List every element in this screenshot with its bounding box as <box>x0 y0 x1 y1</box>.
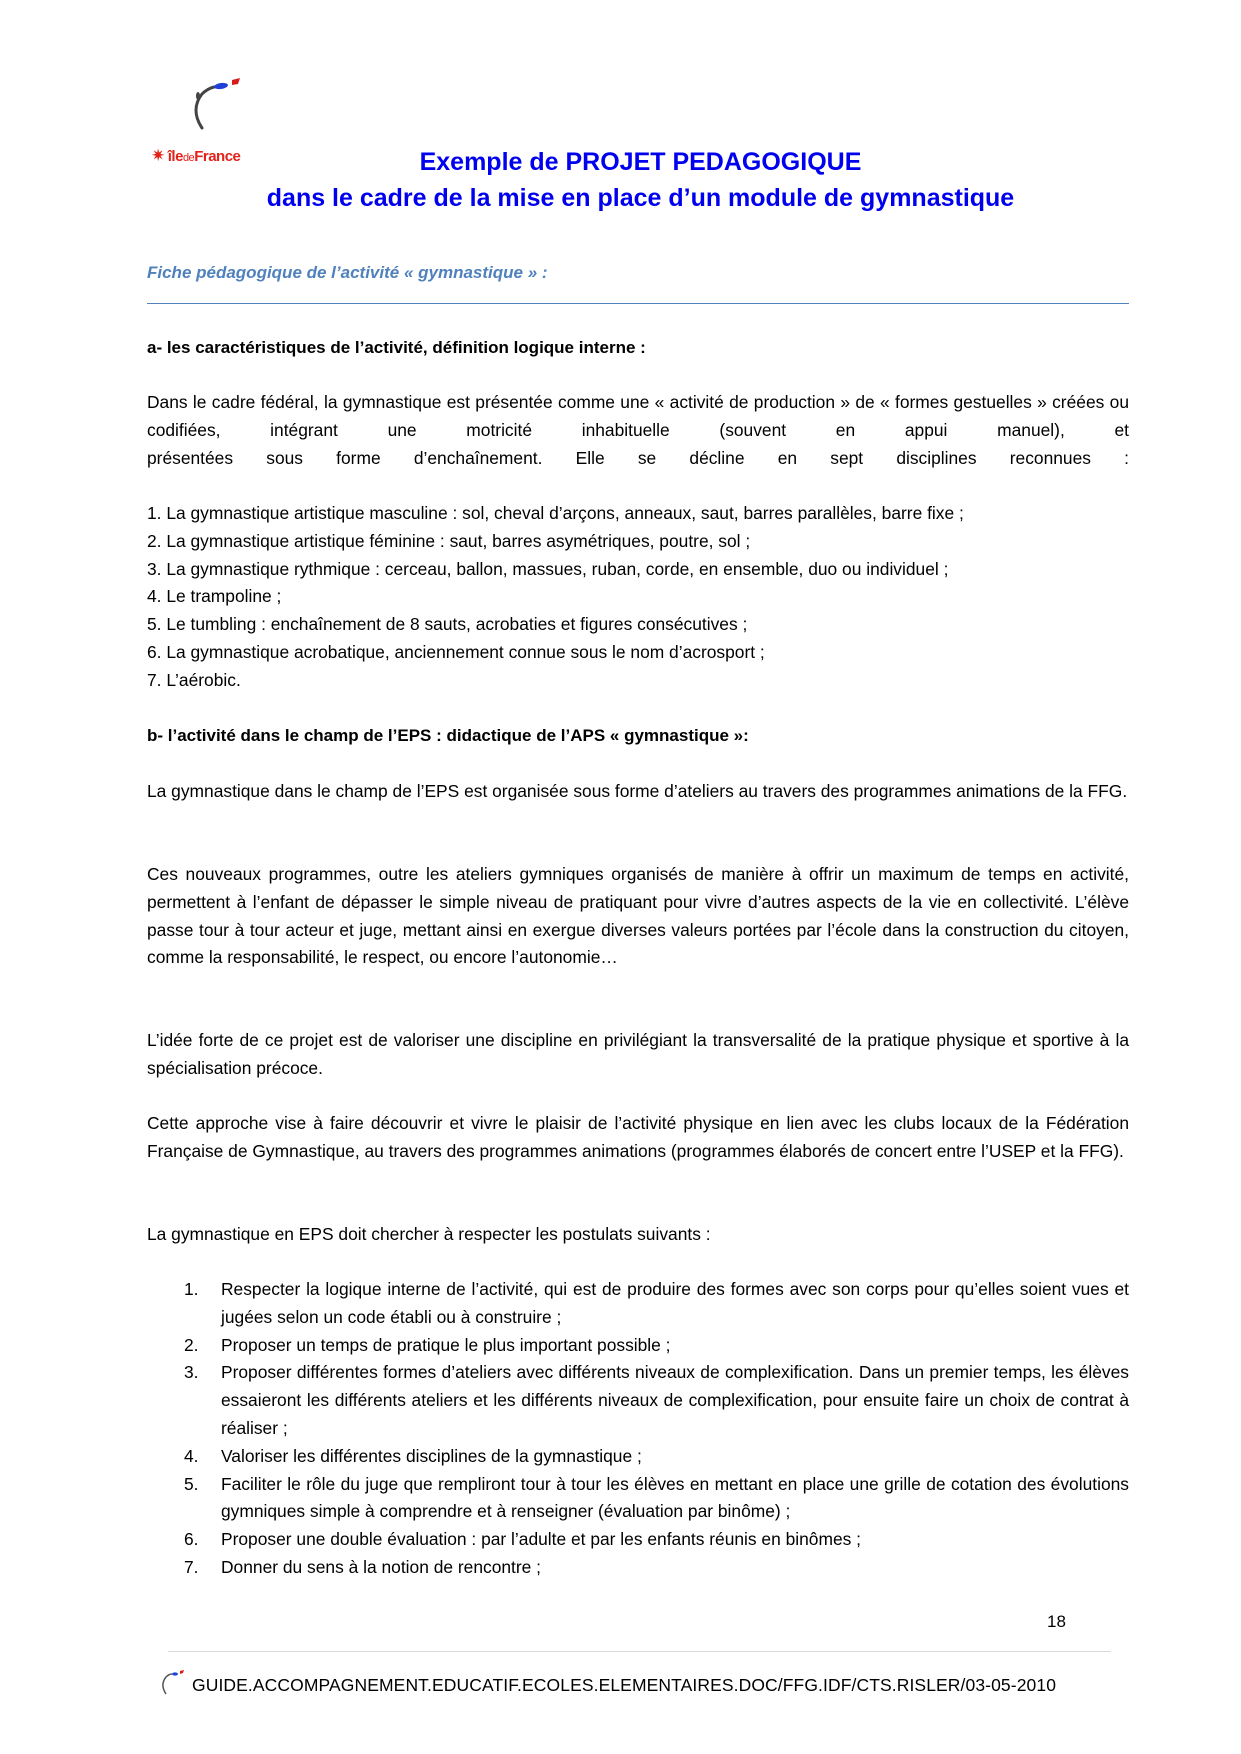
discipline-item: 3. La gymnastique rythmique : cerceau, ballon, massues, ruban, corde, en ensemble, duo ou individuel ; <box>147 558 949 579</box>
discipline-item: 2. La gymnastique artistique féminine : saut, barres asymétriques, poutre, sol ; <box>147 530 751 551</box>
page-title-line2: dans le cadre de la mise en place d’un module de gymnastique <box>266 184 1015 212</box>
postulat-item: 1. Respecter la logique interne de l’activité, qui est de produire des formes avec son corps pour qu’elles soient vues et jugées selon un code établi ou à construire ; <box>184 1279 1129 1327</box>
paragraph-approche <box>147 1110 1129 1166</box>
paragraph-programmes <box>147 861 1129 972</box>
gymnast-ribbon-logo-icon <box>188 78 248 133</box>
idf-star-icon: ✷ <box>151 146 165 165</box>
paragraph: Cette approche vise à faire découvrir et vivre le plaisir de l’activité physique en lien avec les clubs locaux de la Fédération Française de Gymnastique, au travers des programmes animations (programmes élaborés de concert entre l’USEP et la FFG). <box>147 1113 1129 1161</box>
discipline-item: 5. Le tumbling : enchaînement de 8 sauts, acrobaties et figures consécutives ; <box>147 614 748 635</box>
postulat-item: 2. Proposer un temps de pratique le plus important possible ; <box>184 1334 671 1355</box>
postulat-item: 7. Donner du sens à la notion de rencontre ; <box>184 1556 542 1577</box>
section-b-heading: b- l’activité dans le champ de l’EPS : didactique de l’APS « gymnastique »: <box>147 726 749 745</box>
postulats-list <box>184 1276 1129 1582</box>
disciplines-list <box>147 500 1129 695</box>
section-a-heading: a- les caractéristiques de l’activité, définition logique interne : <box>147 338 646 357</box>
paragraph-eps <box>147 778 1129 806</box>
postulat-item: 6. Proposer une double évaluation : par l’adulte et par les enfants réunis en binômes ; <box>184 1529 861 1550</box>
paragraph: La gymnastique dans le champ de l’EPS est organisée sous forme d’ateliers au travers des programmes animations de la FFG. <box>147 781 1128 801</box>
intro-paragraph-part2: présentées sous forme d’enchaînement. Elle se décline en sept disciplines reconnues : <box>147 447 1129 468</box>
section-b <box>147 722 1129 750</box>
intro-paragraph-part1: Dans le cadre fédéral, la gymnastique est présentée comme une « activité de production » de « formes gestuelles » créées ou codifiées, intégrant une motricité inhabituelle (souvent en appui manuel), et <box>147 392 1129 440</box>
footer-divider <box>168 1651 1111 1652</box>
paragraph: Ces nouveaux programmes, outre les ateliers gymniques organisés de manière à offrir un maximum de temps en activité, permettent à l’enfant de dépasser le simple niveau de pratiquant pour vivre d’autres aspects de la vie en collectivité. L’élève passe tour à tour acteur et juge, mettant ainsi en exergue diverses valeurs portées par l’école dans la construction du citoyen, comme la responsabilité, le respect, ou encore l’autonomie… <box>147 864 1129 968</box>
section-a <box>147 334 1129 362</box>
discipline-item: 7. L’aérobic. <box>147 669 241 690</box>
section-a-intro <box>147 389 1129 472</box>
discipline-item: 4. Le trampoline ; <box>147 586 282 607</box>
footer-document-reference: GUIDE.ACCOMPAGNEMENT.EDUCATIF.ECOLES.ELEMENTAIRES.DOC/FFG.IDF/CTS.RISLER/03-05-2010 <box>192 1675 1057 1695</box>
ile-de-france-logo: ✷ îledeFrance <box>151 146 241 165</box>
discipline-item: 6. La gymnastique acrobatique, anciennement connue sous le nom d’acrosport ; <box>147 641 765 662</box>
page-title-line1: Exemple de PROJET PEDAGOGIQUE <box>419 148 862 176</box>
paragraph: La gymnastique en EPS doit chercher à respecter les postulats suivants : <box>147 1224 711 1244</box>
paragraph: L’idée forte de ce projet est de valoriser une discipline en privilégiant la transversalité de la pratique physique et sportive à la spécialisation précoce. <box>147 1030 1129 1078</box>
postulat-item: 5. Faciliter le rôle du juge que rempliront tour à tour les élèves en mettant en place une grille de cotation des évolutions gymniques simple à comprendre et à renseigner (évaluation par binôme) ; <box>184 1473 1129 1522</box>
paragraph-postulats-intro <box>147 1221 1129 1249</box>
postulat-item: 4. Valoriser les différentes disciplines de la gymnastique ; <box>184 1445 642 1466</box>
discipline-item: 1. La gymnastique artistique masculine : sol, cheval d’arçons, anneaux, saut, barres parallèles, barre fixe ; <box>147 503 964 523</box>
postulat-item: 3. Proposer différentes formes d’ateliers avec différents niveaux de complexification. Dans un premier temps, les élèves essaieront les différents ateliers et les différents niveaux de complexification, pour ensuite faire un choix de contrat à réaliser ; <box>184 1362 1129 1438</box>
subtitle-divider <box>147 303 1129 304</box>
gymnast-ribbon-logo-small-icon <box>160 1670 188 1695</box>
page-number: 18 <box>1047 1612 1066 1631</box>
section-subtitle: Fiche pédagogique de l’activité « gymnastique » : <box>147 263 548 282</box>
paragraph-idee-forte <box>147 1027 1129 1083</box>
